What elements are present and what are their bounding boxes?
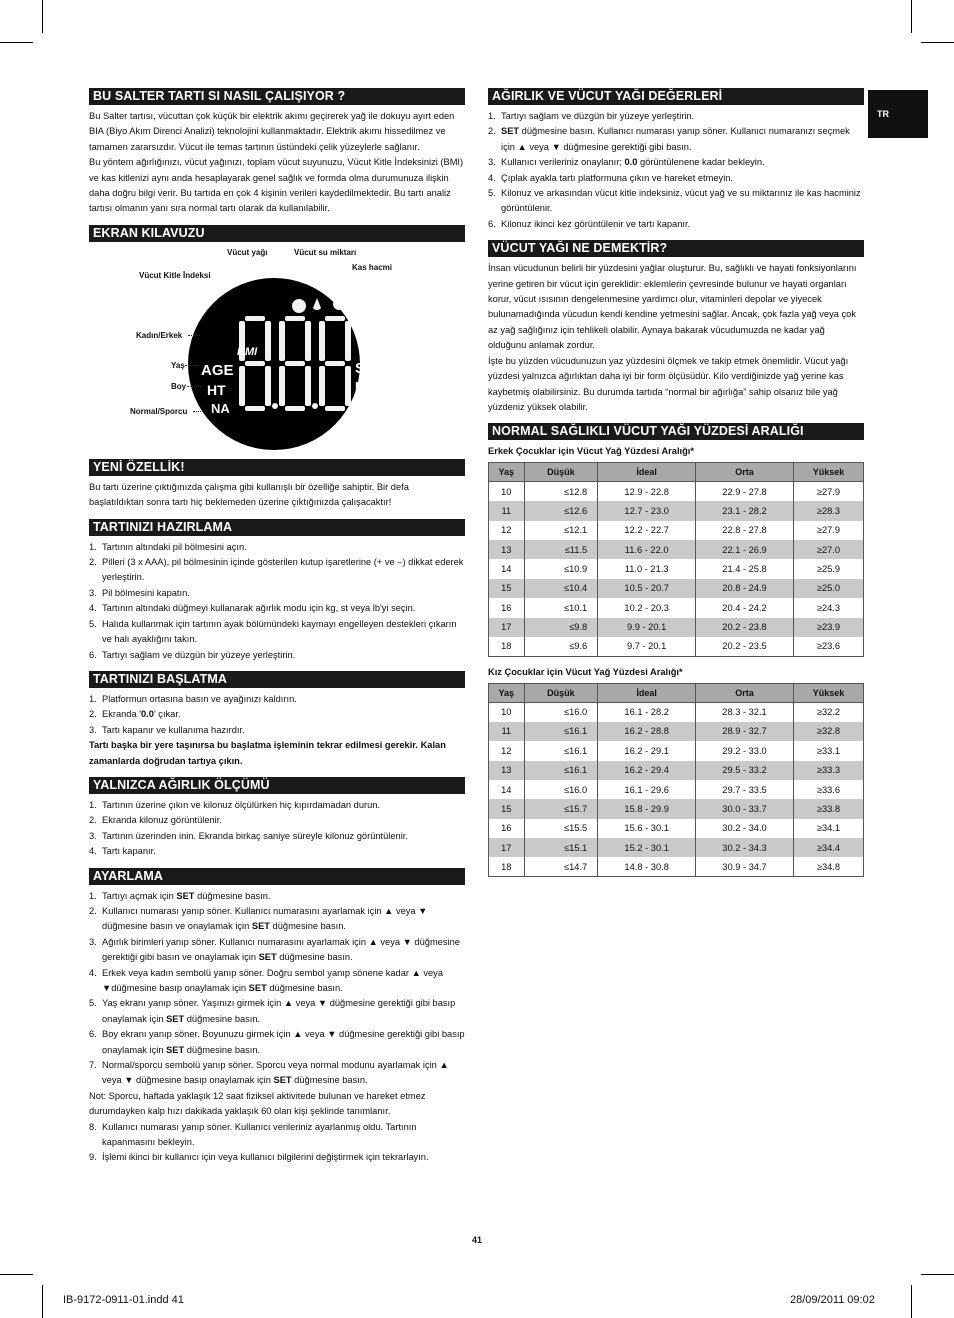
table-cell: ≥25.0 [793, 579, 863, 598]
table-cell: 18 [489, 857, 525, 876]
table-cell: ≥27.9 [793, 521, 863, 540]
table-cell: 11.0 - 21.3 [598, 559, 696, 578]
setup-steps-continued [89, 1120, 465, 1166]
list-item: 3. Kullanıcı verileriniz onaylanır; 0.0 görüntülenene kadar bekleyin. [488, 157, 765, 168]
table-cell: ≤9.8 [524, 618, 598, 637]
list-item: 4. Tartının altındaki düğmeyi kullanarak ağırlık modu için kg, st veya lb'yi seçin. [89, 603, 416, 614]
section-fat-range [488, 423, 864, 877]
table-cell: ≥33.1 [793, 741, 863, 760]
table-cell: 17 [489, 618, 525, 637]
down-arrow-icon: ▼ [551, 141, 561, 152]
label-height: Boy [171, 381, 187, 391]
table-cell: ≥32.8 [793, 722, 863, 741]
section-title: VÜCUT YAĞI NE DEMEKTİR? [488, 240, 864, 257]
table-cell: 10.2 - 20.3 [598, 598, 696, 617]
table-row [489, 741, 864, 760]
paragraph: Bu yöntem ağırlığınızı, vücut yağınızı, toplam vücut suyunuzu, Vücut Kitle İndeksinizi (BMI) ve kas kitlenizi aynı anda hesaplayarak genel sağlık ve formda olma durumunuza ilişkin daha doğru bilgi verir. Bu tartıda en çok 4 kişinin verileri kaydedilmektedir. Bu tartı analiz tartısı olmanın yanı sıra normal tartı olarak da kullanılabilir. [89, 157, 464, 214]
prep-steps [89, 540, 465, 663]
table-cell: ≥34.4 [793, 838, 863, 857]
table-cell: 13 [489, 540, 525, 559]
table-cell: 29.2 - 33.0 [696, 741, 794, 760]
section-prepare [89, 519, 465, 663]
crop-mark [42, 0, 43, 33]
table-header-row [489, 683, 864, 702]
table-cell: 15.8 - 29.9 [598, 799, 696, 818]
setup-note: Not: Sporcu, haftada yaklaşık 12 saat fiziksel aktivitede bulunan ve hareket etmez durumdayken kalp hızı dakikada yaklaşık 60 olan kişi şeklinde tanımlanır. [89, 1090, 426, 1117]
table-cell: 16.2 - 29.1 [598, 741, 696, 760]
column-header: İdeal [598, 683, 696, 702]
lcd-st-glyph: ST [355, 359, 375, 377]
table-cell: 10.5 - 20.7 [598, 579, 696, 598]
section-title: BU SALTER TARTI SI NASIL ÇALIŞIYOR ? [89, 88, 465, 105]
list-item: 2. Ekranda kilonuz görüntülenir. [89, 815, 222, 826]
list-item: 1. Tartıyı sağlam ve düzgün bir yüzeye yerleştirin. [488, 111, 695, 121]
table-cell: ≤14.7 [524, 857, 598, 876]
section-title: TARTINIZI HAZIRLAMA [89, 519, 465, 536]
paragraph: Bu tartı üzerine çıktığınızda çalışma gibi kullanışlı bir özelliğe sahiptir. Bir defa başlatıldıktan sonra tartı hiç beklemeden üzerine çıktığınızda çalışacaktır! [89, 481, 409, 508]
column-header: Düşük [524, 683, 598, 702]
list-item: 4. Erkek veya kadın sembolü yanıp söner. Doğru sembol yanıp sönene kadar ▲ veya ▼düğmesine basıp onaylamak için SET düğmesine basın. [89, 967, 443, 993]
section-weight-only [89, 777, 465, 860]
list-item: 5. Halıda kullanmak için tartının ayak bölümündeki kaymayı engelleyen destekleri çıkarın ve halı ayaklığını takın. [89, 618, 457, 645]
footer-file: IB-9172-0911-01.indd 41 [63, 1294, 184, 1306]
column-header: Yaş [489, 683, 525, 702]
table-cell: ≥32.2 [793, 702, 863, 721]
table-cell: 22.1 - 26.9 [696, 540, 794, 559]
table-cell: 28.9 - 32.7 [696, 722, 794, 741]
table-cell: 20.8 - 24.9 [696, 579, 794, 598]
table-cell: ≤11.5 [524, 540, 598, 559]
down-arrow-icon: ▼ [402, 936, 412, 947]
down-arrow-icon: ▼ [102, 983, 112, 993]
list-item: 8. Kullanıcı numarası yanıp söner. Kullanıcı verileriniz ayarlanmış oldu. Tartının kapanmasını bekleyin. [89, 1121, 417, 1148]
table-cell: 14.8 - 30.8 [598, 857, 696, 876]
setup-steps [89, 889, 465, 1089]
language-tab [868, 90, 928, 138]
table-cell: 22.8 - 27.8 [696, 521, 794, 540]
up-arrow-icon: ▲ [517, 141, 527, 152]
section-how-it-works [89, 88, 465, 217]
weight-steps [89, 798, 465, 860]
label-mode: Normal/Sporcu [130, 406, 188, 416]
table-cell: ≥28.3 [793, 501, 863, 520]
label-body-water: Vücut su miktarı [294, 247, 357, 257]
table-cell: 11 [489, 722, 525, 741]
table-row [489, 540, 864, 559]
table-row [489, 780, 864, 799]
column-header: Yüksek [793, 683, 863, 702]
crop-mark [921, 1274, 954, 1275]
table-cell: ≤12.8 [524, 482, 598, 501]
down-arrow-icon: ▼ [317, 998, 328, 1009]
lcd-cm-glyph: cm [355, 323, 376, 340]
list-item: 3. Ağırlık birimleri yanıp söner. Kullanıcı numarasını ayarlamak için ▲ veya ▼ düğmesine gerektiği gibi basın ve onaylamak için SET düğmesine basın. [89, 936, 460, 963]
table-cell: 15.6 - 30.1 [598, 819, 696, 838]
lcd-diagram [89, 246, 465, 451]
table-row [489, 637, 864, 656]
table-cell: 10 [489, 482, 525, 501]
table-header-row [489, 463, 864, 482]
table-cell: 10 [489, 702, 525, 721]
leader-line [193, 411, 203, 412]
table-cell: ≤16.1 [524, 761, 598, 780]
column-header: Yaş [489, 463, 525, 482]
up-arrow-icon: ▲ [411, 967, 421, 978]
table-cell: ≥25.9 [793, 559, 863, 578]
table-cell: 9.7 - 20.1 [598, 637, 696, 656]
table-cell: 22.9 - 27.8 [696, 482, 794, 501]
table-cell: 11 [489, 501, 525, 520]
table-row [489, 838, 864, 857]
lcd-kg-glyph: KG [353, 395, 373, 411]
list-item: 3. Pil bölmesini kapatın. [89, 587, 190, 598]
table-cell: 29.7 - 33.5 [696, 780, 794, 799]
start-steps [89, 692, 465, 738]
crop-mark [911, 0, 912, 33]
crop-mark [42, 1285, 43, 1318]
table-cell: 20.2 - 23.8 [696, 618, 794, 637]
table-cell: 16.1 - 29.6 [598, 780, 696, 799]
table-row [489, 501, 864, 520]
list-item: 6. Kilonuz ikinci kez görüntülenir ve tartı kapanır. [488, 218, 691, 229]
list-item: 1. Tartının üzerine çıkın ve kilonuz ölçülürken hiç kıpırdamadan durun. [89, 799, 381, 810]
paragraph: İnsan vücudunun belirli bir yüzdesini yağlar oluşturur. Bu, sağlıklı ve hayati fonksiyonlarını yerine getiren bir vücut için gereklidir: eklemlerin çevresinde bulunur ve hayati organları korur, vücut ısısının dengelenmesine yardımcı olur, vitaminleri depolar ve yiyecek bulunamadığında vücudun kendi kendine yetmesini sağlar. Ancak, çok fazla yağ veya çok az yağ sağlığınız için tehlikeli olabilir. Aynaya bakarak vücudumuzda ne kadar yağ olduğunu anlamak zordur. [488, 263, 857, 351]
section-title: EKRAN KILAVUZU [89, 225, 465, 242]
left-column [89, 88, 465, 1174]
up-arrow-icon: ▲ [384, 905, 394, 916]
table-row [489, 618, 864, 637]
table-cell: ≥24.3 [793, 598, 863, 617]
list-item: 2. Ekranda '0.0' çıkar. [89, 709, 181, 720]
crop-mark [911, 1285, 912, 1318]
list-item: 3. Tartı kapanır ve kullanıma hazırdır. [89, 724, 245, 735]
up-arrow-icon: ▲ [439, 1060, 449, 1071]
table-cell: 12.2 - 22.7 [598, 521, 696, 540]
table-cell: 30.0 - 33.7 [696, 799, 794, 818]
table-cell: ≤15.1 [524, 838, 598, 857]
table-cell: 29.5 - 33.2 [696, 761, 794, 780]
up-arrow-icon: ▲ [368, 936, 378, 947]
list-item: 6. Tartıyı sağlam ve düzgün bir yüzeye yerleştirin. [89, 649, 296, 660]
girls-fat-table [488, 683, 864, 878]
table-cell: ≤16.1 [524, 722, 598, 741]
table-cell: 12.9 - 22.8 [598, 482, 696, 501]
list-item: 9. İşlemi ikinci bir kullanıcı için veya kullanıcı bilgilerini değiştirmek için tekrarlayın. [89, 1152, 429, 1163]
table-cell: ≥27.9 [793, 482, 863, 501]
list-item: 7. Normal/sporcu sembolü yanıp söner. Sporcu veya normal modunu ayarlamak için ▲ veya ▼ düğmesine basıp onaylamak için SET düğmesine basın. [89, 1060, 449, 1086]
table-cell: ≤12.1 [524, 521, 598, 540]
table-cell: 20.4 - 24.2 [696, 598, 794, 617]
down-arrow-icon: ▼ [124, 1075, 134, 1086]
paragraph: İşte bu yüzden vücudunuzun yaz yüzdesini ölçmek ve takip etmek önemlidir. Vücut yağı yüzdesi yalnızca ağırlıktan daha iyi bir form ölçüsüdür. Kilo verdiğinizde yağ yerine kas kaybetmiş olabilirsiniz. Bu durumda tartıda “normal bir ağırlığa” sahip olsanız bile yağ yüzdeniz yüksek olabilir. [488, 355, 849, 412]
table-cell: 15 [489, 579, 525, 598]
column-header: İdeal [598, 463, 696, 482]
down-arrow-icon: ▼ [327, 1029, 337, 1040]
leader-line [185, 365, 199, 366]
table-cell: ≤16.1 [524, 741, 598, 760]
list-item: 5. Kilonuz ve arkasından vücut kitle indeksiniz, vücut yağ ve su miktarınız ile kas hacminiz görüntülenir. [488, 188, 861, 214]
boys-fat-table [488, 462, 864, 657]
table-cell: 21.4 - 25.8 [696, 559, 794, 578]
table-cell: ≥23.6 [793, 637, 863, 656]
table-cell: 16 [489, 819, 525, 838]
label-body-fat: Vücut yağı [227, 247, 268, 257]
lcd-age-glyph: AGE [201, 361, 234, 379]
language-tab-label: TR [877, 109, 889, 119]
table-cell: 13 [489, 761, 525, 780]
section-what-is-body-fat [488, 240, 864, 415]
leader-line [187, 386, 201, 387]
section-new-feature [89, 459, 465, 511]
list-item: 6. Boy ekranı yanıp söner. Boyunuzu girmek için ▲ veya ▼ düğmesine gerektiği gibi basıp onaylamak için SET düğmesine basın. [89, 1029, 465, 1055]
section-title: TARTINIZI BAŞLATMA [89, 671, 465, 688]
up-arrow-icon: ▲ [293, 1029, 303, 1040]
table-cell: 11.6 - 22.0 [598, 540, 696, 559]
section-start [89, 671, 465, 769]
paragraph: Bu Salter tartısı, vücuttan çok küçük bir elektrik akımı geçirerek yağ ile dokuyu ayırt eden BIA (Biyo Akım Direnci Analizi) teknolojini kullanmaktadır. Elektrik akımı hissedilmez ve tamamen zararsızdır. Vücut ile temas tartının üstündeki çelik yüzeylerle sağlanır. [89, 111, 455, 152]
table-row [489, 819, 864, 838]
values-steps [488, 109, 864, 232]
label-gender: Kadın/Erkek [136, 330, 183, 340]
column-header: Orta [696, 683, 794, 702]
table-row [489, 799, 864, 818]
page-number: 41 [471, 1235, 482, 1245]
table-cell: ≥33.8 [793, 799, 863, 818]
lcd-lb-glyph: LB [355, 378, 373, 394]
table-cell: ≥33.3 [793, 761, 863, 780]
table-row [489, 579, 864, 598]
table-cell: ≥34.1 [793, 819, 863, 838]
section-screen-guide [89, 225, 465, 451]
table-cell: 16.1 - 28.2 [598, 702, 696, 721]
table-row [489, 559, 864, 578]
label-bmi: Vücut Kitle İndeksi [139, 270, 211, 280]
table-cell: 23.1 - 28.2 [696, 501, 794, 520]
lcd-ht-glyph: HT [207, 381, 226, 398]
table-cell: 12 [489, 521, 525, 540]
table-cell: 30.2 - 34.0 [696, 819, 794, 838]
crop-mark [921, 42, 954, 43]
lcd-na-glyph: NA [211, 400, 230, 416]
table-cell: 14 [489, 780, 525, 799]
crop-mark [0, 42, 33, 43]
list-item: 2. Kullanıcı numarası yanıp söner. Kullanıcı numarasını ayarlamak için ▲ veya ▼ düğmesine basın ve onaylamak için SET düğmesine basın. [89, 905, 428, 932]
section-title: YALNIZCA AĞIRLIK ÖLÇÜMÜ [89, 777, 465, 794]
lcd-percent-glyph: % [359, 341, 372, 358]
table-cell: ≥33.6 [793, 780, 863, 799]
section-title: AYARLAMA [89, 868, 465, 885]
lcd-bmi-glyph: BMI [237, 345, 258, 358]
down-arrow-icon: ▼ [418, 905, 428, 916]
label-muscle: Kas hacmi [352, 262, 393, 272]
table-cell: 16.2 - 29.4 [598, 761, 696, 780]
table-row [489, 482, 864, 501]
table-cell: ≤9.6 [524, 637, 598, 656]
table-row [489, 598, 864, 617]
list-item: 1. Platformun ortasına basın ve ayağınızı kaldırın. [89, 693, 297, 704]
table-cell: 15.2 - 30.1 [598, 838, 696, 857]
table-cell: 14 [489, 559, 525, 578]
table-cell: 16 [489, 598, 525, 617]
boys-table-caption: Erkek Çocuklar için Vücut Yağ Yüzdesi Aralığı* [488, 446, 694, 457]
table-cell: 9.9 - 20.1 [598, 618, 696, 637]
list-item: 1. Tartıyı açmak için SET düğmesine basın. [89, 890, 271, 901]
table-cell: 16.2 - 28.8 [598, 722, 696, 741]
table-cell: 30.2 - 34.3 [696, 838, 794, 857]
footer-date: 28/09/2011 09:02 [790, 1294, 875, 1306]
table-cell: 28.3 - 32.1 [696, 702, 794, 721]
list-item: 2. SET düğmesine basın. Kullanıcı numarası yanıp söner. Kullanıcı numaranızı seçmek için ▲ veya ▼ düğmesine gerektiği gibi basın. [488, 126, 850, 152]
table-cell: ≥34.8 [793, 857, 863, 876]
list-item: 4. Çıplak ayakla tartı platformuna çıkın ve hareket etmeyin. [488, 172, 734, 183]
section-title: AĞIRLIK VE VÜCUT YAĞI DEĞERLERİ [488, 88, 864, 105]
table-cell: 12 [489, 741, 525, 760]
table-cell: ≥27.0 [793, 540, 863, 559]
list-item: 3. Tartının üzerinden inin. Ekranda birkaç saniye süreyle kilonuz görüntülenir. [89, 830, 408, 841]
table-cell: ≤16.0 [524, 702, 598, 721]
column-header: Düşük [524, 463, 598, 482]
table-cell: 15 [489, 799, 525, 818]
list-item: 2. Pilleri (3 x AAA), pil bölmesinin içinde gösterilen kutup işaretlerine (+ ve –) dikkat ederek yerleştirin. [89, 557, 464, 583]
table-cell: 20.2 - 23.5 [696, 637, 794, 656]
list-item: 5. Yaş ekranı yanıp söner. Yaşınızı girmek için ▲ veya ▼ düğmesine gerektiği gibi basıp onaylamak için SET düğmesine basın. [89, 998, 456, 1024]
column-header: Yüksek [793, 463, 863, 482]
leader-line [188, 335, 200, 336]
table-cell: ≤15.5 [524, 819, 598, 838]
right-column [488, 88, 864, 885]
list-item: 4. Tartı kapanır. [89, 846, 156, 857]
table-cell: 30.9 - 34.7 [696, 857, 794, 876]
table-cell: ≤15.7 [524, 799, 598, 818]
table-cell: 17 [489, 838, 525, 857]
list-item: 1. Tartının altındaki pil bölmesini açın. [89, 541, 247, 552]
table-cell: ≥23.9 [793, 618, 863, 637]
label-age: Yaş [171, 360, 185, 370]
table-cell: ≤16.0 [524, 780, 598, 799]
table-cell: 12.7 - 23.0 [598, 501, 696, 520]
table-cell: ≤10.9 [524, 559, 598, 578]
table-cell: 18 [489, 637, 525, 656]
column-header: Orta [696, 463, 794, 482]
start-note: Tartı başka bir yere taşınırsa bu başlatma işleminin tekrar edilmesi gerekir. Kalan zamanlarda doğrudan tartıya çıkın. [89, 740, 446, 766]
table-row [489, 702, 864, 721]
up-arrow-icon: ▲ [283, 998, 294, 1009]
table-row [489, 722, 864, 741]
table-cell: ≤10.1 [524, 598, 598, 617]
table-row [489, 857, 864, 876]
girls-table-caption: Kız Çocuklar için Vücut Yağ Yüzdesi Aralığı* [488, 666, 683, 677]
section-title: YENİ ÖZELLİK! [89, 459, 465, 476]
table-cell: ≤12.6 [524, 501, 598, 520]
section-weight-fat-values [488, 88, 864, 232]
section-setup [89, 868, 465, 1166]
crop-mark [0, 1274, 33, 1275]
section-title: NORMAL SAĞLIKLI VÜCUT YAĞI YÜZDESİ ARALIĞI [488, 423, 864, 440]
table-cell: ≤10.4 [524, 579, 598, 598]
table-row [489, 521, 864, 540]
table-row [489, 761, 864, 780]
